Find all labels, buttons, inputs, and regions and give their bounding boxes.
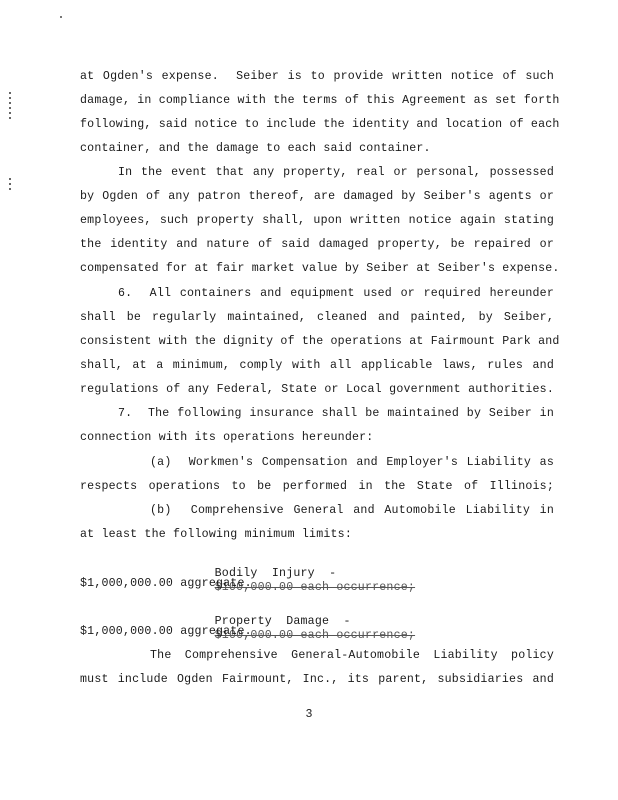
body-line: following, said notice to include the identity and location of each bbox=[80, 118, 560, 131]
body-line: regulations of any Federal, State or Local government authorities. bbox=[80, 383, 554, 396]
body-line: respects operations to be performed in the State of Illinois; bbox=[80, 480, 554, 493]
section-7-line: 7. The following insurance shall be maintained by Seiber in bbox=[118, 407, 554, 420]
bodily-injury-label: Bodily Injury - bbox=[214, 567, 337, 580]
body-line: at least the following minimum limits: bbox=[80, 528, 352, 541]
body-line: The Comprehensive General-Automobile Liability policy bbox=[150, 649, 554, 662]
body-line: consistent with the dignity of the operations at Fairmount Park and bbox=[80, 335, 560, 348]
page-number: 3 bbox=[305, 708, 313, 721]
clause-a-line: (a) Workmen's Compensation and Employer's Liability as bbox=[150, 456, 554, 469]
body-line: the identity and nature of said damaged property, be repaired or bbox=[80, 238, 554, 251]
body-line: container, and the damage to each said container. bbox=[80, 142, 431, 155]
body-line: damage, in compliance with the terms of this Agreement as set forth bbox=[80, 94, 560, 107]
body-line: In the event that any property, real or personal, possessed bbox=[118, 166, 554, 179]
body-line: must include Ogden Fairmount, Inc., its parent, subsidiaries and bbox=[80, 673, 554, 686]
bodily-injury-struck-amount: $100,000.00 each occurrence; bbox=[214, 581, 416, 594]
section-6-line: 6. All containers and equipment used or required hereunder bbox=[118, 287, 554, 300]
clause-b-line: (b) Comprehensive General and Automobile Liability in bbox=[150, 504, 554, 517]
margin-mark bbox=[60, 16, 62, 18]
body-line: by Ogden of any patron thereof, are damaged by Seiber's agents or bbox=[80, 190, 554, 203]
body-line: shall, at a minimum, comply with all applicable laws, rules and bbox=[80, 359, 554, 372]
property-damage-label: Property Damage - bbox=[214, 615, 351, 628]
property-damage-aggregate: $1,000,000.00 aggregate. bbox=[80, 625, 252, 638]
body-line: at Ogden's expense. Seiber is to provide written notice of such bbox=[80, 70, 554, 83]
body-line: connection with its operations hereunder: bbox=[80, 431, 374, 444]
body-line: employees, such property shall, upon written notice again stating bbox=[80, 214, 554, 227]
bodily-injury-aggregate: $1,000,000.00 aggregate. bbox=[80, 577, 252, 590]
margin-mark bbox=[9, 92, 11, 122]
body-line: shall be regularly maintained, cleaned and painted, by Seiber, bbox=[80, 311, 554, 324]
body-line: compensated for at fair market value by Seiber at Seiber's expense. bbox=[80, 262, 560, 275]
property-damage-struck-amount: $100,000.00 each occurrence; bbox=[214, 629, 416, 642]
margin-mark bbox=[9, 178, 11, 190]
